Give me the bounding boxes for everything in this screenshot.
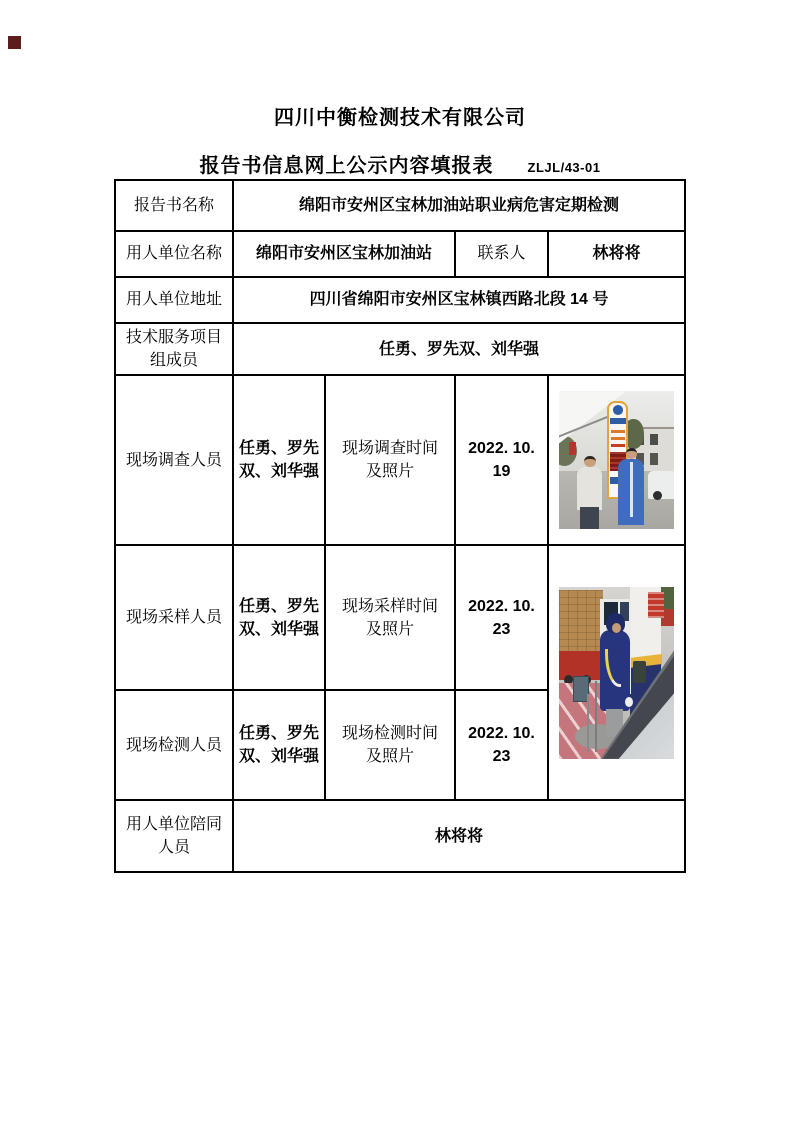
site-testing-date: 2022. 10. 23	[455, 690, 548, 800]
site-testing-label: 现场检测人员	[115, 690, 233, 800]
site-survey-date: 2022. 10. 19	[455, 375, 548, 545]
employer-address-value: 四川省绵阳市安州区宝林镇西路北段 14 号	[233, 277, 685, 323]
form-title-row	[115, 149, 685, 178]
project-team-label: 技术服务项目组成员	[115, 323, 233, 375]
sampling-photo	[559, 587, 674, 759]
contact-label: 联系人	[455, 231, 548, 277]
site-survey-members: 任勇、罗先双、刘华强	[233, 375, 325, 545]
site-testing-members: 任勇、罗先双、刘华强	[233, 690, 325, 800]
accompanying-staff-label: 用人单位陪同人员	[115, 800, 233, 872]
row-accompanying-staff	[115, 800, 685, 872]
photo-pole	[595, 681, 597, 752]
report-name-label: 报告书名称	[115, 180, 233, 231]
report-form-table	[114, 179, 686, 873]
photo-price-sticker	[648, 592, 664, 618]
photo-attendant-glove	[625, 697, 633, 707]
photo-window	[650, 434, 658, 445]
site-testing-time-label: 现场检测时间及照片	[325, 690, 455, 800]
site-sampling-date: 2022. 10. 23	[455, 545, 548, 690]
sampling-photo-cell	[548, 545, 685, 800]
photo-cardboard-boxes	[559, 590, 603, 652]
photo-price-line	[611, 444, 625, 447]
photo-red-flag	[569, 442, 576, 454]
employer-name-label: 用人单位名称	[115, 231, 233, 277]
survey-photo-cell	[548, 375, 685, 545]
photo-person-left-head	[584, 456, 596, 467]
site-survey-label: 现场调查人员	[115, 375, 233, 545]
photo-jacket-zipper	[630, 462, 632, 517]
photo-sign-banner	[610, 418, 626, 425]
row-employer-name	[115, 231, 685, 277]
photo-price-line	[611, 437, 625, 440]
employer-address-label: 用人单位地址	[115, 277, 233, 323]
company-title: 四川中衡检测技术有限公司	[274, 107, 526, 129]
row-site-sampling	[115, 545, 685, 690]
site-survey-time-label: 现场调查时间及照片	[325, 375, 455, 545]
contact-value: 林将将	[548, 231, 685, 277]
employer-name-value: 绵阳市安州区宝林加油站	[233, 231, 455, 277]
accompanying-staff-value: 林将将	[233, 800, 685, 872]
site-sampling-members: 任勇、罗先双、刘华强	[233, 545, 325, 690]
site-sampling-time-label: 现场采样时间及照片	[325, 545, 455, 690]
photo-price-line	[611, 430, 625, 433]
survey-photo	[559, 391, 674, 529]
row-site-survey	[115, 375, 685, 545]
form-title: 报告书信息网上公示内容填报表	[199, 155, 494, 177]
form-code: ZLJL/43-01	[527, 160, 601, 175]
photo-person-right-head	[626, 448, 638, 459]
row-report-name	[115, 180, 685, 231]
photo-trash-bin	[633, 661, 647, 683]
row-project-team	[115, 323, 685, 375]
row-employer-address	[115, 277, 685, 323]
site-sampling-label: 现场采样人员	[115, 545, 233, 690]
corner-mark	[8, 36, 21, 49]
photo-window	[650, 453, 658, 464]
photo-person-left-body	[577, 467, 601, 510]
report-name-value: 绵阳市安州区宝林加油站职业病危害定期检测	[233, 180, 685, 231]
photo-pole	[587, 694, 589, 752]
photo-person-left-legs	[580, 507, 600, 529]
project-team-value: 任勇、罗先双、刘华强	[233, 323, 685, 375]
